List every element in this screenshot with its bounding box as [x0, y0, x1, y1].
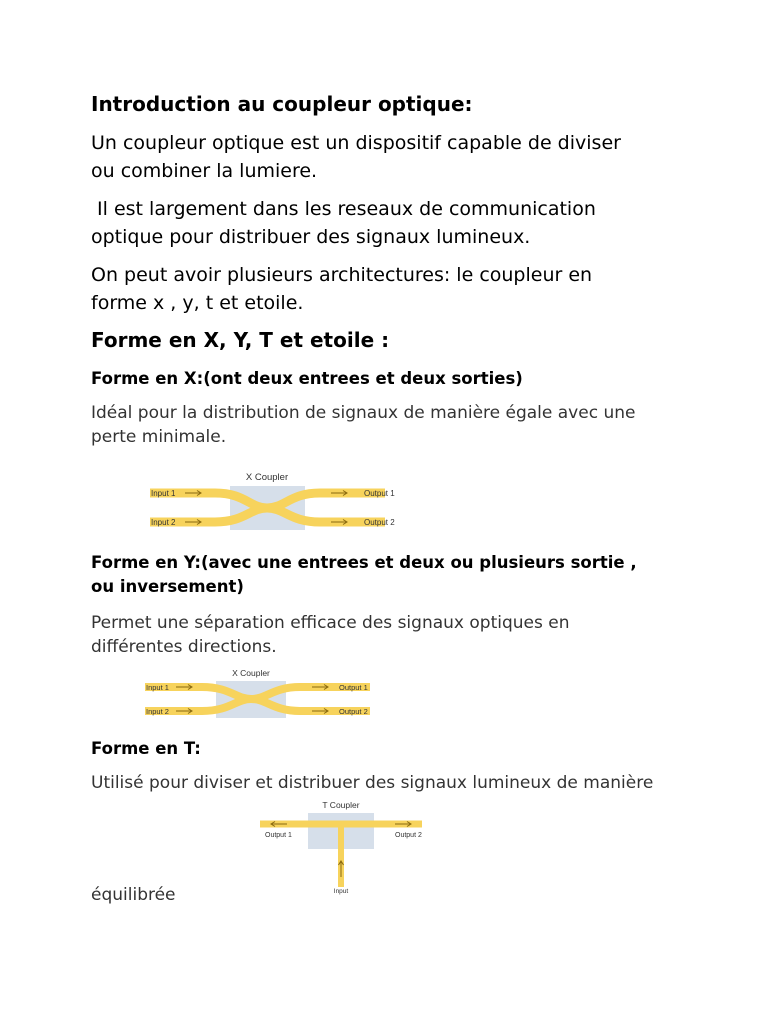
- intro-p1-line2: ou combiner la lumiere.: [91, 160, 318, 182]
- intro-p3-line1: On peut avoir plusieurs architectures: le coupleur en: [91, 264, 593, 286]
- intro-heading: Introduction au coupleur optique:: [91, 92, 473, 116]
- intro-p2-line2: optique pour distribuer des signaux lumineux.: [91, 226, 531, 248]
- y-input1-label: Input 1: [146, 683, 169, 692]
- t-form-heading: Forme en T:: [91, 739, 201, 758]
- x-form-heading: Forme en X:(ont deux entrees et deux sorties): [91, 369, 523, 388]
- t-output2-label: Output 2: [395, 832, 422, 839]
- t-coupler-diagram: [258, 797, 426, 897]
- y-coupler-diagram: [142, 664, 377, 722]
- x-coupler-diagram: [145, 466, 395, 534]
- x-input2-label: Input 2: [151, 518, 176, 527]
- intro-paragraph-3: [91, 261, 691, 317]
- y-desc-line2: différentes directions.: [91, 637, 277, 657]
- intro-p2-line1: Il est largement dans les reseaux de communication: [91, 198, 596, 220]
- x-diagram-title: X Coupler: [245, 472, 289, 483]
- t-form-description-line2: équilibrée: [91, 885, 176, 905]
- forms-heading: Forme en X, Y, T et etoile :: [91, 328, 390, 352]
- y-input2-label: Input 2: [146, 707, 169, 716]
- t-diagram-title: T Coupler: [322, 800, 360, 810]
- intro-paragraph-1: [91, 129, 691, 185]
- t-output1-label: Output 1: [265, 832, 292, 839]
- y-output2-label: Output 2: [339, 707, 368, 716]
- intro-p3-line2: forme x , y, t et etoile.: [91, 292, 304, 314]
- x-desc-line1: Idéal pour la distribution de signaux de manière égale avec une: [91, 403, 636, 423]
- intro-paragraph-2: [91, 195, 691, 251]
- x-desc-line2: perte minimale.: [91, 427, 227, 447]
- t-form-description-line1: Utilisé pour diviser et distribuer des signaux lumineux de manière: [91, 773, 654, 793]
- x-input1-label: Input 1: [151, 489, 176, 498]
- y-heading-line1: Forme en Y:(avec une entrees et deux ou plusieurs sortie ,: [91, 553, 637, 572]
- x-form-description: [91, 401, 711, 449]
- intro-p1-line1: Un coupleur optique est un dispositif capable de diviser: [91, 132, 621, 154]
- y-form-description: [91, 611, 711, 659]
- y-output1-label: Output 1: [339, 683, 368, 692]
- y-form-heading: [91, 551, 711, 599]
- x-output1-label: Output 1: [364, 489, 395, 498]
- x-output2-label: Output 2: [364, 518, 395, 527]
- y-diagram-title: X Coupler: [232, 668, 270, 678]
- t-input-label: Input: [333, 888, 349, 895]
- y-desc-line1: Permet une séparation efficace des signaux optiques en: [91, 613, 570, 633]
- y-heading-line2: ou inversement): [91, 577, 244, 596]
